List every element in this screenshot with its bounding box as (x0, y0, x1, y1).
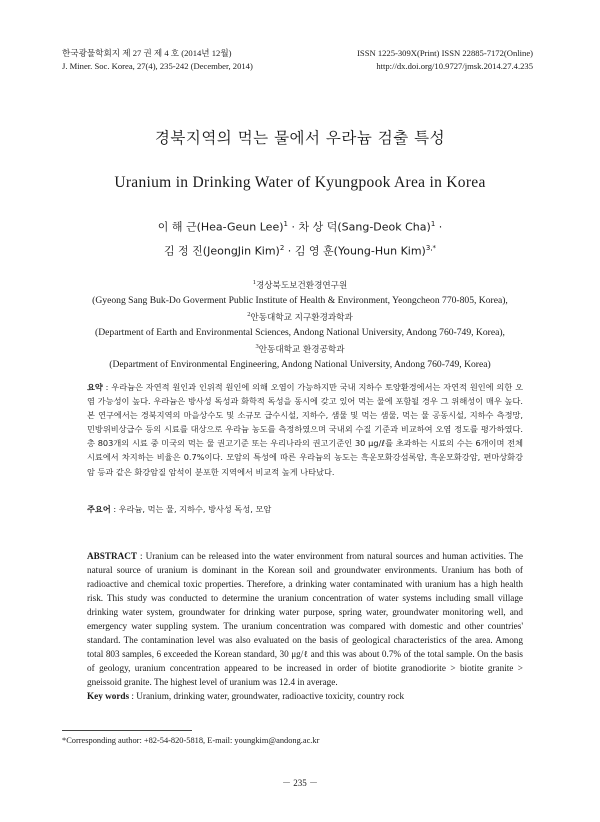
abstract-korean (87, 380, 523, 479)
abstract-en-text: : Uranium can be released into the water environment from natural sources and human activities. The natural source of uranium is dominant in the Korean soil and groundwater environments. Uranium has both of radioactive and chemical toxic properties. Therefore, a drinking water contaminated with uranium has a high health risk. This study was conducted to determine the uranium concentration of water systems including small village drinking water system, groundwater for drinking water purpose, spring water, groundwater monitoring well, and emergency water suppling system. The uranium concentration was compared with domestic and other countries' standard. The contamination level was also evaluated on the basis of geological characteristics of the area. Among total 803 samples, 6 exceeded the Korean standard, 30 μg/ℓ and this was about 0.7% of the total sample. On the basis of geology, uranium concentration appeared to be increased in order of biotite granodiorite > biotite granite > gneissoid granite. The highest level of uranium was 12.4 in average. (87, 551, 523, 688)
abstract-en-label: ABSTRACT (87, 551, 138, 561)
abstract-ko-text: : 우라늄은 자연적 원인과 인위적 원인에 의해 오염이 가능하지만 국내 지하수 토양환경에서는 자연적 원인에 의한 오염 가능성이 높다. 우라늄은 방사성 독성과 화학적 독성을 동시에 갖고 있어 먹는 물에 포함될 경우 그 위해성이 매우 높다. 본 연구에서는 경북지역의 마을상수도 및 소규모 급수시설, 지하수, 샘물 및 먹는 샘물, 먹는 물 공동시설, 지하수 측정망, 민방위비상급수 등의 시료를 대상으로 우라늄 농도를 측정하였으며 국내외 수질 기준과 비교하여 오염 정도를 평가하였다. 총 803개의 시료 중 미국의 먹는 물 권고기준 또는 우리나라의 권고기준인 30 μg/ℓ를 초과하는 시료의 수는 6개이며 전체시료에서 차지하는 비율은 0.7%이다. 모암의 특성에 따른 우라늄의 농도는 흑운모화강섬록암, 흑운모화강암, 편마상화강암 등과 같은 화강암질 암석이 분포한 지역에서 비교적 높게 나타났다. (87, 382, 523, 477)
affiliation-ko (0, 276, 600, 294)
keywords-en-text: : Uranium, drinking water, groundwater, radioactive toxicity, country rock (129, 691, 405, 701)
author-affil-mark: 3,* (425, 243, 437, 252)
keywords-english (87, 689, 523, 703)
author-affil-mark: 2 (279, 243, 285, 252)
corresponding-author-footnote: *Corresponding author: +82-54-820-5818, E-mail: youngkim@andong.ac.kr (62, 736, 320, 745)
author-name: 이 해 근(Hea-Geun Lee) (157, 220, 284, 234)
affil-mark: 1 (252, 279, 256, 286)
affiliation-en: (Department of Environmental Engineering, Andong National University, Andong 760-749, Korea) (109, 358, 491, 370)
title-english: Uranium in Drinking Water of Kyungpook Area in Korea (114, 174, 486, 191)
journal-name-ko: 한국광물학회지 제 27 권 제 4 호 (2014년 12월) (62, 48, 232, 58)
abstract-ko-label: 요약 (87, 382, 103, 392)
keywords-ko-text: : 우라늄, 먹는 물, 지하수, 방사성 독성, 모암 (110, 504, 272, 514)
title-korean: 경북지역의 먹는 물에서 우라늄 검출 특성 (154, 129, 446, 147)
keywords-ko-label: 주요어 (87, 504, 111, 514)
affil-name-ko: 안동대학교 지구환경과학과 (250, 312, 353, 323)
author-name: 김 영 훈(Young-Hun Kim) (294, 244, 426, 258)
author-name: 김 정 진(JeongJin Kim) (163, 244, 280, 258)
affiliation-en: (Gyeong Sang Buk-Do Goverment Public Institute of Health & Environment, Yeongcheon 770-805, Korea), (92, 294, 508, 306)
author-affil-mark: 1 (283, 220, 288, 228)
affiliation-ko (0, 340, 600, 358)
author-line-2 (0, 238, 600, 262)
author-separator: · (435, 220, 443, 234)
author-affil-mark: 1 (430, 220, 436, 228)
affiliation-en: (Department of Earth and Environmental Sciences, Andong National University, Andong 760-749, Korea), (95, 326, 505, 338)
doi-link[interactable]: http://dx.doi.org/10.9727/jmsk.2014.27.4.235 (376, 60, 533, 71)
author-separator: · (284, 244, 295, 258)
affil-name-ko: 안동대학교 환경공학과 (258, 344, 345, 355)
affil-mark: 3 (255, 342, 259, 350)
footnote-divider (62, 730, 192, 731)
page-number: － 235 － (281, 778, 318, 788)
affil-mark: 2 (247, 310, 251, 318)
affil-name-ko: 경상북도보건환경연구원 (255, 281, 348, 292)
author-separator: · (287, 220, 299, 234)
issn-line: ISSN 1225-309X(Print) ISSN 22885-7172(Online) (357, 48, 533, 58)
keywords-korean (87, 502, 523, 516)
journal-header-left (62, 47, 253, 72)
author-list (0, 214, 600, 261)
affiliations (0, 276, 600, 371)
affiliation-ko (0, 308, 600, 326)
abstract-english (87, 549, 523, 689)
journal-header-right (357, 47, 533, 72)
journal-citation: J. Miner. Soc. Korea, 27(4), 235-242 (December, 2014) (62, 60, 253, 71)
author-line-1 (0, 214, 600, 238)
keywords-en-label: Key words (87, 691, 130, 701)
author-name: 차 상 덕(Sang-Deok Cha) (298, 220, 431, 234)
